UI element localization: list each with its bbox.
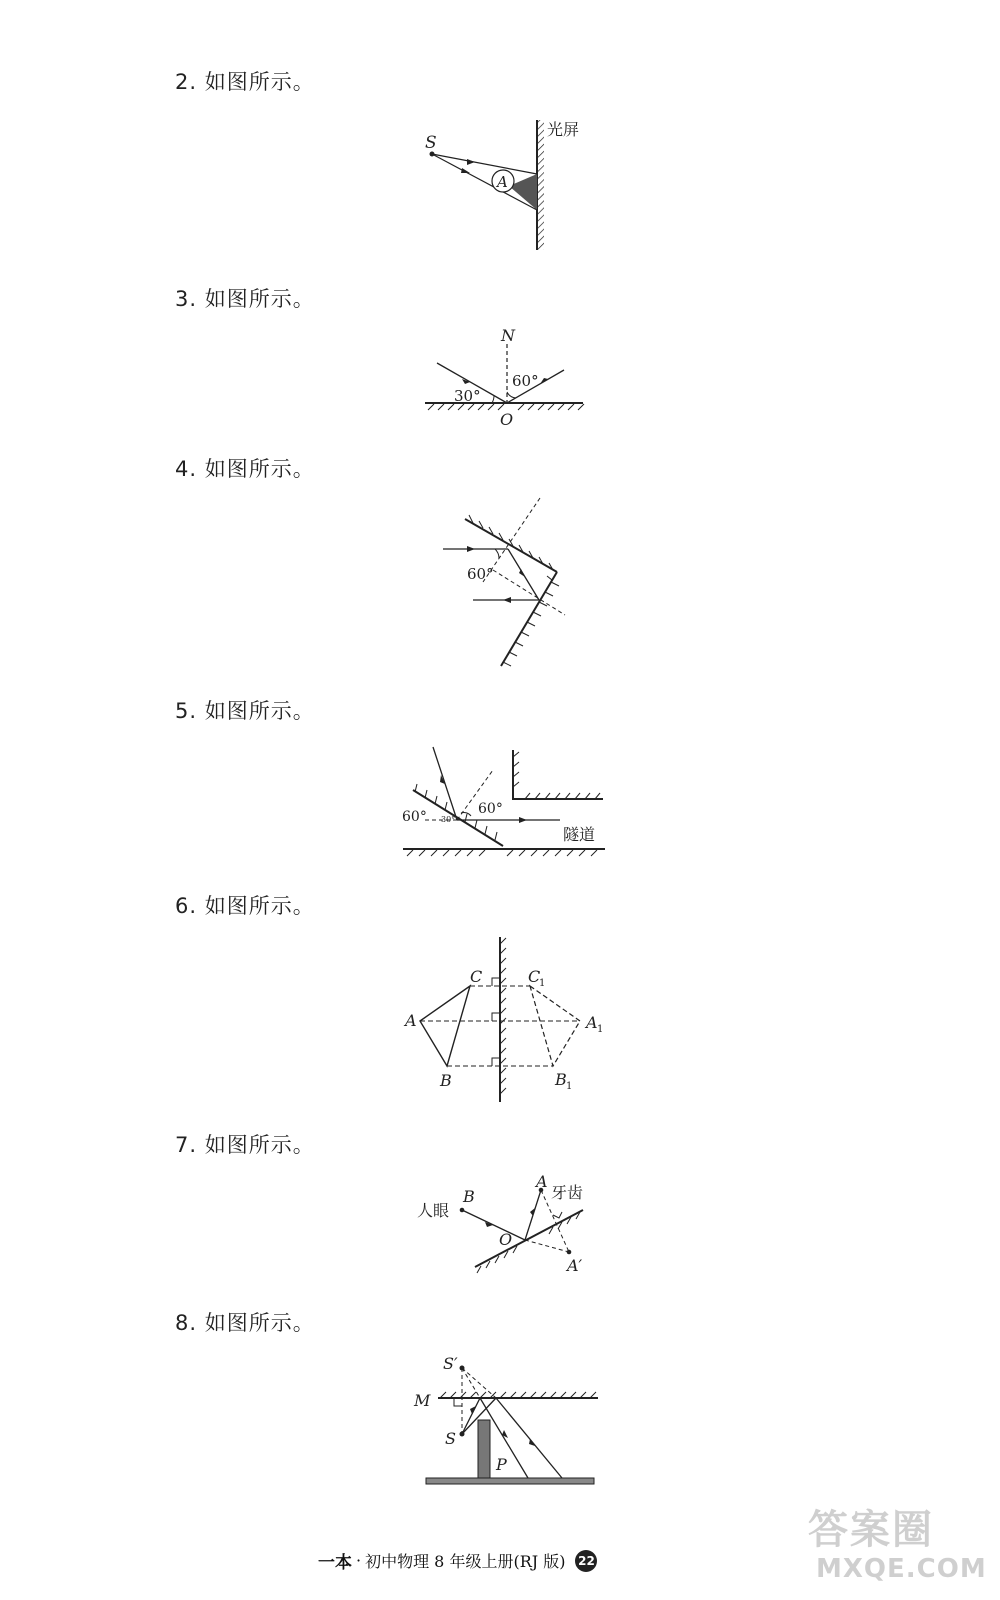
label-o: O: [500, 410, 514, 429]
label-a1-sub: 1: [597, 1024, 604, 1035]
label-c: C: [470, 967, 483, 986]
figure-q2-shadow: [415, 110, 615, 260]
label-angle-30: 30°: [441, 815, 456, 824]
footer-separator: ·: [356, 1551, 362, 1570]
label-m: M: [414, 1391, 431, 1410]
label-c1-sub: 1: [539, 978, 546, 989]
question-5-heading: 5. 如图所示。: [175, 699, 315, 723]
question-2-heading: 2. 如图所示。: [175, 70, 315, 94]
figure-q7-dental-mirror: [415, 1172, 615, 1282]
figure-q4-double-mirror: [435, 490, 585, 675]
label-a-image: A′: [567, 1256, 583, 1275]
footer-brand: 一本: [318, 1553, 352, 1573]
label-b1-sub: 1: [566, 1081, 573, 1092]
figure-q3-reflection: [420, 322, 590, 432]
figure-q6-plane-mirror-image: [400, 932, 615, 1107]
label-s: S: [425, 133, 437, 153]
watermark-logo-text: 答案圈: [808, 1507, 934, 1553]
watermark: [808, 1498, 987, 1593]
label-p: P: [496, 1455, 507, 1474]
footer-book-title: 初中物理 8 年级上册(RJ 版): [365, 1552, 566, 1571]
page-number-badge: 22: [575, 1550, 597, 1572]
label-angle-60: 60°: [467, 565, 494, 583]
question-7-heading: 7. 如图所示。: [175, 1133, 315, 1157]
label-angle-60-right: 60°: [478, 801, 503, 817]
label-a: A: [405, 1011, 417, 1030]
question-4-heading: 4. 如图所示。: [175, 457, 315, 481]
label-b1: B: [555, 1070, 567, 1089]
label-angle-60-left: 60°: [402, 809, 427, 825]
label-b: B: [440, 1071, 452, 1090]
label-o: O: [499, 1230, 513, 1249]
label-n: N: [501, 326, 515, 345]
figure-q8-mirror-light: [410, 1350, 610, 1490]
label-c1: C: [528, 967, 541, 986]
label-angle-30: 30°: [454, 387, 481, 405]
label-s: S: [445, 1429, 456, 1448]
label-tooth: 牙齿: [551, 1183, 584, 1202]
watermark-url: MXQE.COM: [816, 1554, 987, 1584]
label-a1: A: [586, 1013, 598, 1032]
label-a: A: [497, 173, 508, 191]
question-3-heading: 3. 如图所示。: [175, 287, 315, 311]
question-6-heading: 6. 如图所示。: [175, 894, 315, 918]
label-a: A: [536, 1172, 548, 1191]
label-eye: 人眼: [417, 1201, 450, 1220]
question-8-heading: 8. 如图所示。: [175, 1311, 315, 1335]
label-tunnel: 隧道: [563, 825, 596, 844]
label-s-image: S′: [443, 1354, 458, 1373]
label-b: B: [463, 1187, 475, 1206]
label-screen: 光屏: [547, 120, 580, 139]
page-footer: [318, 1548, 597, 1573]
figure-q5-tunnel: [395, 742, 620, 862]
label-angle-60: 60°: [512, 372, 539, 390]
